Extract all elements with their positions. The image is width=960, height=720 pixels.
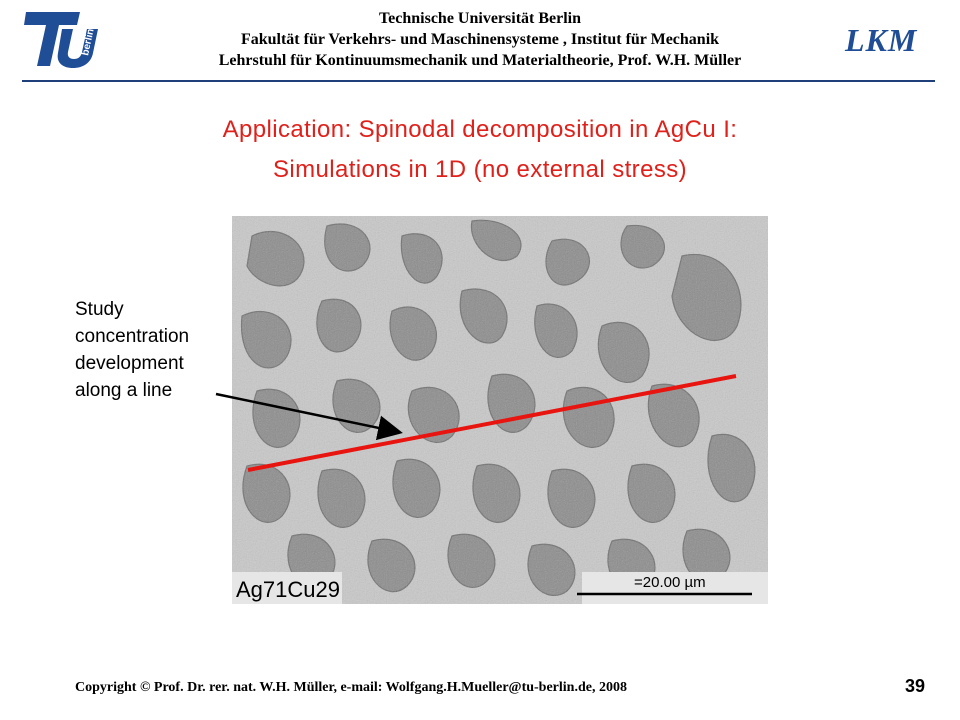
institution-header <box>150 8 810 71</box>
tu-logo-text: berlin <box>80 27 97 57</box>
sample-label: Ag71Cu29 <box>236 577 340 602</box>
lkm-logo <box>845 22 935 62</box>
annotation-line-4: along a line <box>75 380 173 401</box>
annotation-line-1: Study <box>75 299 124 320</box>
annotation-line-3: development <box>75 353 184 374</box>
annotation-text <box>75 296 189 404</box>
chair-name: Lehrstuhl für Kontinuumsmechanik und Materialtheorie, Prof. W.H. Müller <box>218 52 742 69</box>
tu-berlin-logo <box>22 8 102 72</box>
scale-label: =20.00 µm <box>634 574 706 591</box>
ag-cu-micrograph <box>232 216 768 604</box>
university-name: Technische Universität Berlin <box>378 10 582 27</box>
lkm-logo-text: LKM <box>845 22 918 58</box>
faculty-name: Fakultät für Verkehrs- und Maschinensysteme , Institut für Mechanik <box>240 31 720 48</box>
copyright-footer: Copyright © Prof. Dr. rer. nat. W.H. Müller, e-mail: Wolfgang.H.Mueller@tu-berlin.de, 2008 <box>75 680 627 695</box>
page-number: 39 <box>905 676 926 696</box>
header-divider <box>22 80 935 82</box>
slide-title-line-1: Application: Spinodal decomposition in AgCu I: <box>222 116 738 143</box>
slide-title-line-2: Simulations in 1D (no external stress) <box>272 156 688 183</box>
annotation-line-2: concentration <box>75 326 190 347</box>
